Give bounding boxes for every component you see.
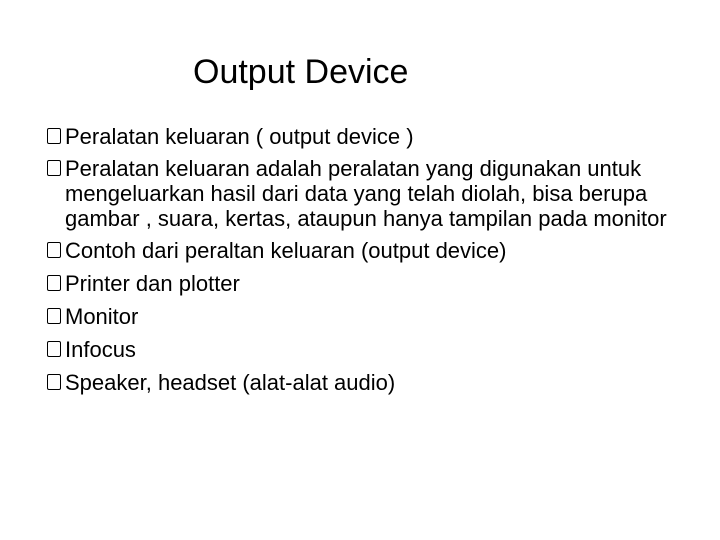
list-item xyxy=(47,123,687,150)
bullet-text: Contoh dari peraltan keluaran (output device) xyxy=(65,238,507,263)
bullet-box-icon xyxy=(47,128,61,144)
list-item xyxy=(47,369,687,396)
list-item xyxy=(47,336,687,363)
bullet-text: Peralatan keluaran ( output device ) xyxy=(65,124,414,149)
slide-title: Output Device xyxy=(193,53,409,91)
bullet-box-icon xyxy=(47,160,61,176)
list-item xyxy=(47,270,687,297)
list-item xyxy=(47,237,687,264)
bullet-text: Infocus xyxy=(65,337,136,362)
bullet-text: Monitor xyxy=(65,304,139,329)
bullet-text: Peralatan keluaran adalah peralatan yang digunakan untuk mengeluarkan hasil dari data yang telah diolah, bisa berupa gambar , suara, kertas, ataupun hanya tampilan pada monitor xyxy=(65,156,667,231)
bullet-list xyxy=(47,123,687,402)
bullet-box-icon xyxy=(47,374,61,390)
list-item xyxy=(47,303,687,330)
bullet-box-icon xyxy=(47,308,61,324)
bullet-box-icon xyxy=(47,275,61,291)
bullet-box-icon xyxy=(47,341,61,357)
list-item xyxy=(47,156,687,231)
bullet-text: Printer dan plotter xyxy=(65,271,240,296)
bullet-text: Speaker, headset (alat-alat audio) xyxy=(65,370,396,395)
bullet-box-icon xyxy=(47,242,61,258)
